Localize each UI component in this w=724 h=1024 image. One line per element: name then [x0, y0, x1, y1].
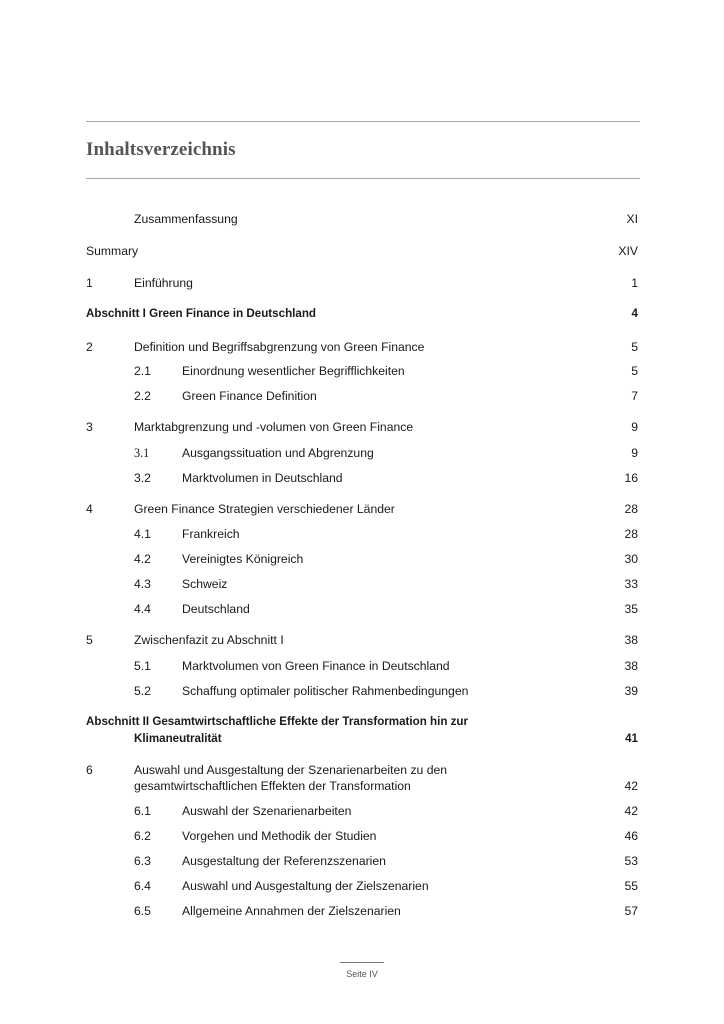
toc-entry-text: Zusammenfassung — [134, 212, 238, 226]
toc-entry-page: 35 — [624, 602, 638, 616]
toc-entry-text: Marktabgrenzung und -volumen von Green Finance — [134, 420, 414, 434]
toc-entry-page: 9 — [631, 446, 638, 460]
toc-entry-text: Zwischenfazit zu Abschnitt I — [134, 633, 284, 647]
toc-entry-text: Schweiz — [182, 577, 228, 591]
toc-entry-page: 5 — [631, 340, 638, 354]
page-footer: Seite IV — [346, 969, 378, 979]
toc-entry-number: 2.1 — [134, 364, 151, 378]
toc-entry-page: 7 — [631, 389, 638, 403]
toc-entry-text: Green Finance Definition — [182, 389, 317, 403]
toc-entry-page: 38 — [624, 633, 638, 647]
toc-entry-text: Ausgangssituation und Abgrenzung — [182, 446, 374, 460]
toc-entry-text: Green Finance Strategien verschiedener Länder — [134, 502, 395, 516]
toc-entry-text: Abschnitt I Green Finance in Deutschland — [86, 307, 316, 320]
toc-entry-page: XIV — [618, 244, 638, 258]
toc-entry-text: Einordnung wesentlicher Begrifflichkeiten — [182, 364, 405, 378]
toc-entry-number: 2.2 — [134, 389, 151, 403]
toc-entry-number: 6 — [86, 763, 93, 777]
toc-entry-number: 3 — [86, 420, 93, 434]
toc-entry-text: Schaffung optimaler politischer Rahmenbedingungen — [182, 684, 469, 698]
toc-entry-text: Ausgestaltung der Referenzszenarien — [182, 854, 386, 868]
toc-entry-page: 33 — [624, 577, 638, 591]
toc-entry-page: 39 — [624, 684, 638, 698]
footer-divider — [340, 962, 384, 963]
toc-entry-number: 6.3 — [134, 854, 151, 868]
toc-entry-page: 4 — [631, 307, 638, 320]
toc-entry-text — [134, 763, 534, 793]
toc-entry-text: Marktvolumen von Green Finance in Deutschland — [182, 659, 450, 673]
toc-entry-number: 2 — [86, 340, 93, 354]
toc-entry-text-line1: Abschnitt II Gesamtwirtschaftliche Effekte der Transformation hin zur — [86, 715, 469, 728]
toc-entry-page: 16 — [624, 471, 638, 485]
toc-entry-text: Auswahl und Ausgestaltung der Zielszenarien — [182, 879, 429, 893]
toc-entry-page: 1 — [631, 276, 638, 290]
toc-entry-page: 30 — [624, 552, 638, 566]
toc-entry-page: 28 — [624, 527, 638, 541]
toc-entry-number: 4.3 — [134, 577, 151, 591]
toc-entry-page: 42 — [624, 804, 638, 818]
toc-entry-number: 1 — [86, 276, 93, 290]
toc-entry-page: 41 — [625, 732, 638, 745]
toc-entry-number: 4.2 — [134, 552, 151, 566]
toc-entry-number: 4.4 — [134, 602, 151, 616]
toc-entry-number: 6.2 — [134, 829, 151, 843]
toc-entry-text: Frankreich — [182, 527, 240, 541]
toc-entry-page: 5 — [631, 364, 638, 378]
toc-entry-number: 4 — [86, 502, 93, 516]
toc-entry-page: 55 — [624, 879, 638, 893]
toc-entry-number: 6.5 — [134, 904, 151, 918]
toc-entry-number: 4.1 — [134, 527, 151, 541]
toc-entry-text-line2: gesamtwirtschaftlichen Effekten der Transformation — [134, 779, 411, 793]
toc-entry-text: Definition und Begriffsabgrenzung von Green Finance — [134, 340, 425, 354]
toc-entry-page: 46 — [624, 829, 638, 843]
toc-entry-text: Auswahl der Szenarienarbeiten — [182, 804, 352, 818]
toc-entry-page: 42 — [624, 779, 638, 793]
toc-entry-number: 3.2 — [134, 471, 151, 485]
toc-entry-number: 3.1 — [134, 446, 150, 460]
toc-entry-text-line2: Klimaneutralität — [134, 732, 222, 745]
toc-entry-text — [86, 715, 566, 746]
toc-entry-page: 38 — [624, 659, 638, 673]
toc-entry-number: 6.1 — [134, 804, 151, 818]
toc-entry-page: 28 — [624, 502, 638, 516]
toc-entry-text: Vereinigtes Königreich — [182, 552, 304, 566]
toc-entry-text: Marktvolumen in Deutschland — [182, 471, 343, 485]
toc-entry-number: 5 — [86, 633, 93, 647]
toc-entry-text-line1: Auswahl und Ausgestaltung der Szenarienarbeiten zu den — [134, 763, 448, 777]
toc-entry-page: XI — [626, 212, 638, 226]
toc-entry-text: Summary — [86, 244, 139, 258]
toc-entry-text: Allgemeine Annahmen der Zielszenarien — [182, 904, 401, 918]
toc-entry-page: 9 — [631, 420, 638, 434]
toc-entry-number: 5.2 — [134, 684, 151, 698]
toc-entry-text: Einführung — [134, 276, 193, 290]
toc-entry-number: 6.4 — [134, 879, 151, 893]
toc-entry-page: 57 — [624, 904, 638, 918]
toc-entry-page: 53 — [624, 854, 638, 868]
toc-entry-text: Deutschland — [182, 602, 250, 616]
page-title: Inhaltsverzeichnis — [86, 139, 236, 160]
toc-entry-text: Vorgehen und Methodik der Studien — [182, 829, 377, 843]
toc-entry-number: 5.1 — [134, 659, 151, 673]
